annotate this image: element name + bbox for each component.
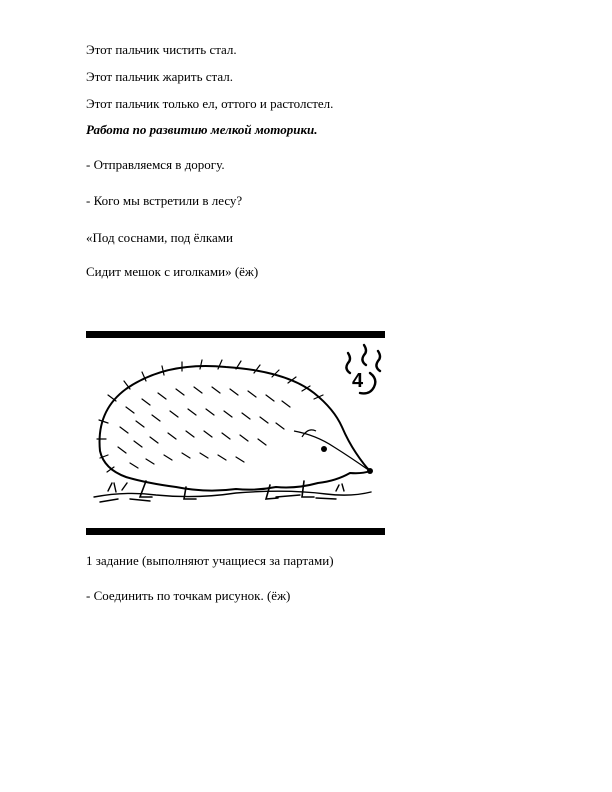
poem-line-3: Этот пальчик только ел, оттого и растолстел. [86,96,334,111]
riddle-line-1: «Под соснами, под ёлками [86,230,233,245]
task-title: 1 задание (выполняют учащиеся за партами) [86,553,334,568]
hedgehog-eye-icon [321,446,327,452]
figure-bottom-bar [86,528,385,535]
hedgehog-illustration [86,331,385,536]
hedgehog-icon [97,360,373,499]
hedgehog-nose-icon [367,468,373,474]
section-item-1: - Отправляемся в дорогу. [86,157,225,172]
section-heading: Работа по развитию мелкой моторики. [86,122,318,137]
section-item-2: - Кого мы встретили в лесу? [86,193,243,208]
figure-top-bar [86,331,385,338]
riddle-line-2: Сидит мешок с иголками» (ёж) [86,264,259,279]
task-instruction: - Соединить по точкам рисунок. (ёж) [86,588,291,603]
poem-line-2: Этот пальчик жарить стал. [86,69,233,84]
figure-number-label: 4 [352,370,364,392]
poem-line-1: Этот пальчик чистить стал. [86,42,237,57]
